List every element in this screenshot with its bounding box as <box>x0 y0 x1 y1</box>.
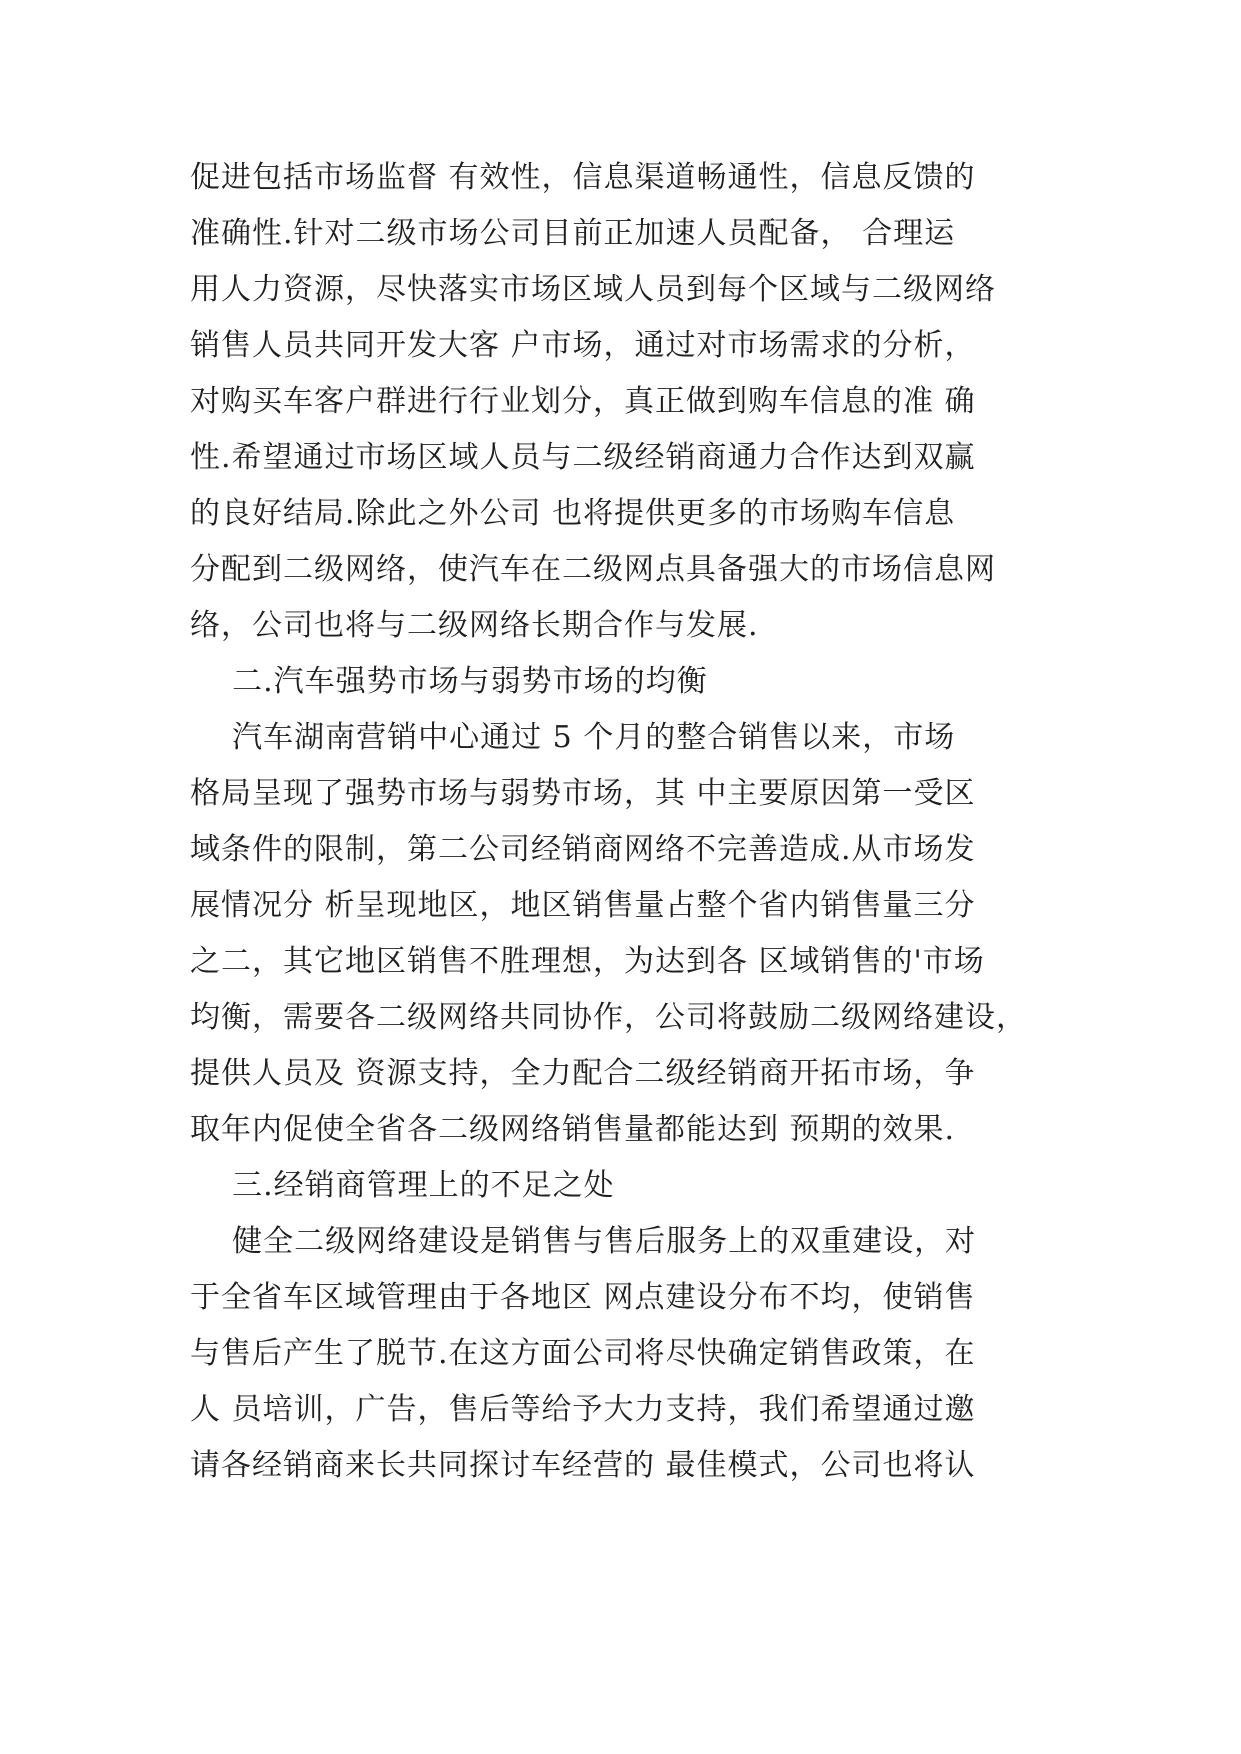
section-heading: 二.汽车强势市场与弱势市场的均衡 <box>190 664 708 699</box>
section-heading: 三.经销商管理上的不足之处 <box>190 1168 615 1203</box>
text-line: 用人力资源，尽快落实市场区域人员到每个区域与二级网络 <box>190 272 996 307</box>
text-line: 准确性.针对二级市场公司目前正加速人员配备， 合理运 <box>190 216 956 251</box>
text-line: 域条件的限制，第二公司经销商网络不完善造成.从市场发 <box>190 832 976 867</box>
text-line: 于全省车区域管理由于各地区 网点建设分布不均，使销售 <box>190 1280 976 1315</box>
text-line: 展情况分 析呈现地区，地区销售量占整个省内销售量三分 <box>190 888 976 923</box>
text-line: 健全二级网络建设是销售与售后服务上的双重建设，对 <box>190 1224 977 1259</box>
text-line: 络，公司也将与二级网络长期合作与发展. <box>190 608 759 643</box>
text-line: 分配到二级网络，使汽车在二级网点具备强大的市场信息网 <box>190 552 996 587</box>
text-line: 请各经销商来长共同探讨车经营的 最佳模式，公司也将认 <box>190 1448 976 1483</box>
body-text <box>190 150 1060 1494</box>
text-line: 促进包括市场监督 有效性，信息渠道畅通性，信息反馈的 <box>190 160 976 195</box>
text-line: 销售人员共同开发大客 户市场，通过对市场需求的分析， <box>190 328 976 363</box>
text-line: 取年内促使全省各二级网络销售量都能达到 预期的效果. <box>190 1112 956 1147</box>
text-line: 的良好结局.除此之外公司 也将提供更多的市场购车信息 <box>190 496 956 531</box>
text-line: 对购买车客户群进行行业划分，真正做到购车信息的准 确 <box>190 384 976 419</box>
text-line: 之二，其它地区销售不胜理想，为达到各 区域销售的'市场 <box>190 944 985 979</box>
text-line: 格局呈现了强势市场与弱势市场，其 中主要原因第一受区 <box>190 776 976 811</box>
text-line: 汽车湖南营销中心通过 5 个月的整合销售以来，市场 <box>190 720 956 755</box>
text-line: 与售后产生了脱节.在这方面公司将尽快确定销售政策，在 <box>190 1336 976 1371</box>
text-line: 性.希望通过市场区域人员与二级经销商通力合作达到双赢 <box>190 440 976 475</box>
text-line: 人 员培训，广告，售后等给予大力支持，我们希望通过邀 <box>190 1392 976 1427</box>
text-line: 均衡，需要各二级网络共同协作，公司将鼓励二级网络建设， <box>190 1000 1027 1035</box>
text-line: 提供人员及 资源支持，全力配合二级经销商开拓市场，争 <box>190 1056 976 1091</box>
